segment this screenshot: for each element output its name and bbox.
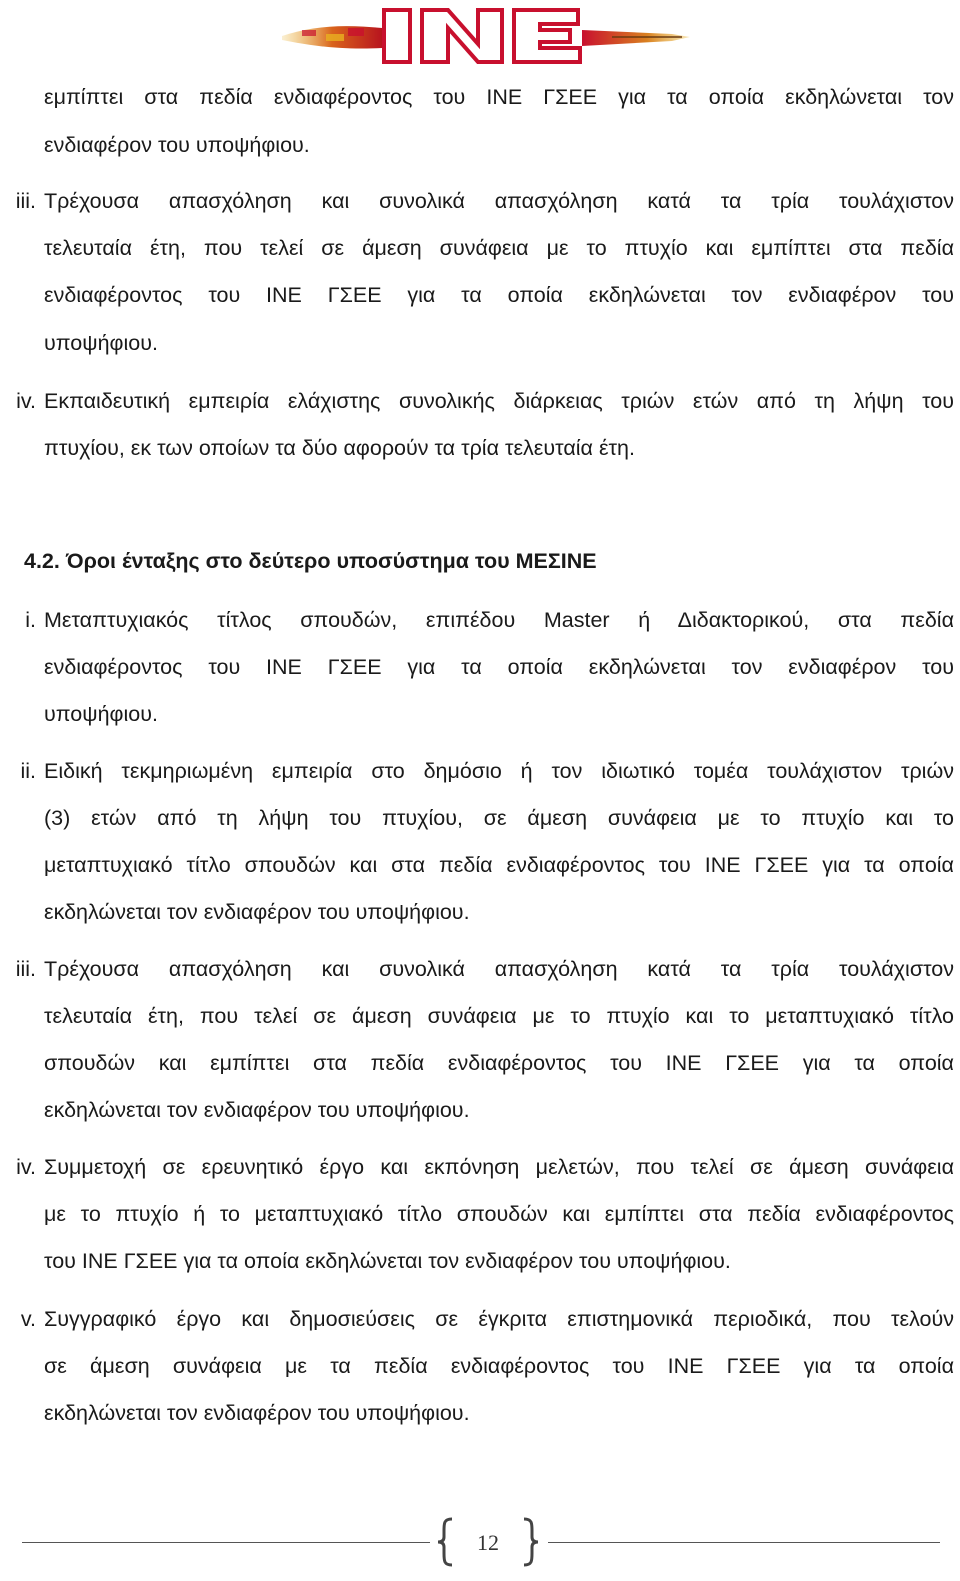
list-item-line: Συγγραφικό έργο και δημοσιεύσεις σε έγκριτα επιστημονικά περιοδικά, που τελούν [44,1307,954,1331]
list-item-line: Ειδική τεκμηριωμένη εμπειρία στο δημόσιο ή τον ιδιωτικό τομέα τουλάχιστον τριών [44,759,954,783]
footer-rule-left [22,1542,430,1543]
list-item-line: πτυχίου, εκ των οποίων τα δύο αφορούν τα τρία τελευταία έτη. [44,436,635,460]
page-number: 12 [477,1530,499,1555]
section-heading: 4.2. Όροι ένταξης στο δεύτερο υποσύστημα του ΜΕΣΙΝΕ [24,549,597,573]
list-item-line: εκδηλώνεται τον ενδιαφέρον του υποψήφιου. [44,1401,470,1425]
list-marker: ii. [20,759,36,783]
list-marker: iii. [15,957,36,981]
list-item-line: ενδιαφέροντος του ΙΝΕ ΓΣΕΕ για τα οποία εκδηλώνεται τον ενδιαφέρον του [44,283,954,307]
ine-logo [282,4,692,66]
list-item-line: υποψήφιου. [44,331,158,355]
list-item-line: μεταπτυχιακό τίτλο σπουδών και στα πεδία ενδιαφέροντος του ΙΝΕ ΓΣΕΕ για τα οποία [44,853,954,877]
left-brace-icon [436,1517,456,1567]
list-item-line: τελευταία έτη, που τελεί σε άμεση συνάφεια με το πτυχίο και το μεταπτυχιακό τίτλο [44,1004,954,1028]
intro-line: ενδιαφέρον του υποψήφιου. [44,133,310,157]
list-item-line: Τρέχουσα απασχόληση και συνολικά απασχόληση κατά τα τρία τουλάχιστον [44,189,954,213]
right-brace-icon [520,1517,540,1567]
list-marker: iv. [16,389,36,413]
list-item-line: ενδιαφέροντος του ΙΝΕ ΓΣΕΕ για τα οποία εκδηλώνεται τον ενδιαφέρον του [44,655,954,679]
list-item-line: εκδηλώνεται τον ενδιαφέρον του υποψήφιου. [44,1098,470,1122]
intro-line: εμπίπτει στα πεδία ενδιαφέροντος του ΙΝΕ ΓΣΕΕ για τα οποία εκδηλώνεται τον [44,85,954,109]
list-marker: v. [20,1307,36,1331]
list-item-line: σε άμεση συνάφεια με τα πεδία ενδιαφέροντος του ΙΝΕ ΓΣΕΕ για τα οποία [44,1354,954,1378]
footer-rule-right [548,1542,940,1543]
list-item-line: Μεταπτυχιακός τίτλος σπουδών, επιπέδου Master ή Διδακτορικού, στα πεδία [44,608,954,632]
list-item-line: Τρέχουσα απασχόληση και συνολικά απασχόληση κατά τα τρία τουλάχιστον [44,957,954,981]
list-item-line: σπουδών και εμπίπτει στα πεδία ενδιαφέροντος του ΙΝΕ ΓΣΕΕ για τα οποία [44,1051,954,1075]
list-marker: i. [25,608,36,632]
list-item-line: υποψήφιου. [44,702,158,726]
list-item-line: τελευταία έτη, που τελεί σε άμεση συνάφεια με το πτυχίο και εμπίπτει στα πεδία [44,236,954,260]
list-item-line: του ΙΝΕ ΓΣΕΕ για τα οποία εκδηλώνεται τον ενδιαφέρον του υποψήφιου. [44,1249,731,1273]
list-marker: iii. [15,189,36,213]
list-item-line: (3) ετών από τη λήψη του πτυχίου, σε άμεση συνάφεια με το πτυχίο και το [44,806,954,830]
list-marker: iv. [16,1155,36,1179]
list-item-line: Συμμετοχή σε ερευνητικό έργο και εκπόνηση μελετών, που τελεί σε άμεση συνάφεια [44,1155,954,1179]
list-item-line: εκδηλώνεται τον ενδιαφέρον του υποψήφιου. [44,900,470,924]
list-item-line: Εκπαιδευτική εμπειρία ελάχιστης συνολικής διάρκειας τριών ετών από τη λήψη του [44,389,954,413]
list-item-line: με το πτυχίο ή το μεταπτυχιακό τίτλο σπουδών και εμπίπτει στα πεδία ενδιαφέροντος [44,1202,954,1226]
